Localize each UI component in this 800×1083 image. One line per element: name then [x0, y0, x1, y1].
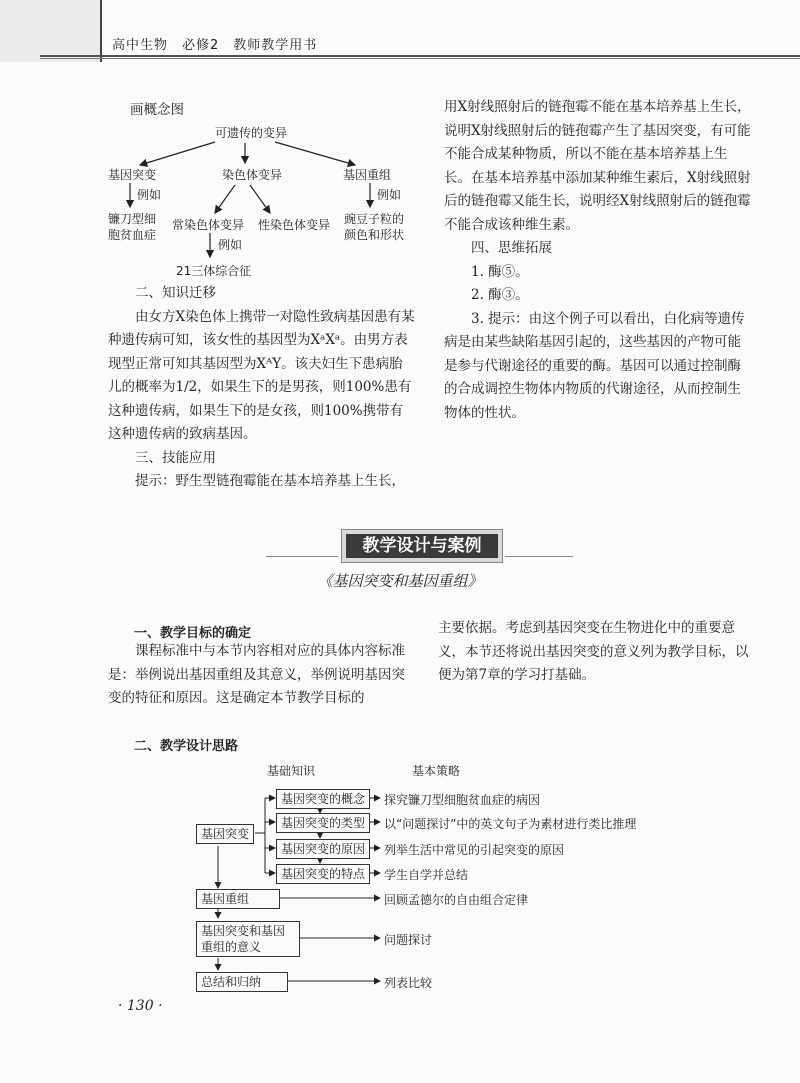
cm-example-1: 例如 — [137, 188, 162, 202]
flow-main-significance — [196, 921, 300, 957]
goal-text-right: 主要依据。考虑到基因突变在生物进化中的重要意义，本节还将说出基因突变的意义列为教学目标，以便为第7章的学习打基础。 — [438, 620, 749, 683]
header-rule-thin — [40, 58, 800, 59]
flow-header-right: 基本策略 — [412, 764, 461, 778]
section3-text: 提示：野生型链孢霉能在基本培养基上生长， — [135, 473, 405, 489]
header-rule — [40, 55, 800, 57]
cm-example-3: 例如 — [377, 188, 402, 202]
cm-trisomy21: 21三体综合征 — [176, 264, 252, 278]
cm-gene-mutation: 基因突变 — [108, 168, 157, 182]
flow-strategy-1: 探究镰刀型细胞贫血症的病因 — [384, 793, 541, 807]
flow-strategy-5: 回顾孟德尔的自由组合定律 — [384, 893, 529, 907]
item-1: 1. 酶⑤。 — [471, 263, 529, 280]
banner-title: 教学设计与案例 — [346, 534, 498, 558]
flow-strategy-3: 列举生活中常见的引起突变的原因 — [384, 843, 565, 857]
flow-sub-concept: 基因突变的概念 — [276, 789, 370, 809]
flow-main-summary: 总结和归纳 — [196, 972, 288, 992]
flow-strategy-2: 以“问题探讨”中的英文句子为素材进行类比推理 — [384, 817, 637, 831]
section2-title: 二、知识迁移 — [135, 285, 216, 301]
section4-title: 四、思维拓展 — [471, 240, 552, 256]
header-tab-block — [0, 0, 102, 62]
flow-sub-cause: 基因突变的原因 — [276, 839, 370, 859]
running-title: 高中生物 必修2 教师教学用书 — [112, 38, 318, 53]
cm-sickle-cell-1: 镰刀型细 — [108, 212, 157, 226]
section2-text: 由女方X染色体上携带一对隐性致病基因患有某种遗传病可知，该女性的基因型为XᵃXᵃ。由男方表现型正常可知其基因型为XᴬY。该夫妇生下患病胎儿的概率为1/2，如果生下的是男孩，则100%患有这种遗传病，如果生下的是女孩，则100%携带有这种遗传病的致病基因。 — [108, 308, 415, 442]
flow-strategy-4: 学生自学并总结 — [384, 868, 469, 882]
left-column-text — [108, 282, 416, 494]
goal-text-right-block — [438, 617, 754, 688]
cm-gene-recombination: 基因重组 — [343, 168, 392, 182]
flow-main-recombination: 基因重组 — [196, 889, 280, 909]
page-number: · 130 · — [118, 998, 163, 1014]
section-banner — [341, 529, 503, 563]
page-header — [0, 0, 800, 62]
cm-pea-2: 颜色和形状 — [344, 228, 405, 242]
banner-rule-right — [505, 556, 573, 557]
flow-main-significance-line1: 基因突变和基因 — [201, 924, 286, 938]
flow-main-gene-mutation: 基因突变 — [196, 824, 254, 844]
cm-sex-chromosome-variation: 性染色体变异 — [258, 218, 331, 232]
flow-header-left: 基础知识 — [267, 764, 316, 778]
goal-text-left: 课程标准中与本节内容相对应的具体内容标准是：举例说出基因重组及其意义，举例说明基因突变的特征和原因。这是确定本节教学目标的 — [108, 643, 405, 706]
item-3: 3. 提示：由这个例子可以看出，白化病等遗传病是由某些缺陷基因引起的，这些基因的产物可能是参与代谢途径的重要的酶。基因可以通过控制酶的合成调控生物体内物质的代谢途径，从而控制生物体的性状。 — [444, 310, 745, 421]
right-para1: 用X射线照射后的链孢霉不能在基本培养基上生长，说明X射线照射后的链孢霉产生了基因突变，有可能不能合成某种物质，所以不能在基本培养基上生长。在基本培养基中添加某种维生素后，X射线照射后的链孢霉又能生长，说明经X射线照射后的链孢霉不能合成该种维生素。 — [444, 99, 751, 233]
cm-pea-1: 豌豆子粒的 — [344, 212, 405, 226]
flow-main-significance-line2: 重组的意义 — [201, 940, 262, 954]
flow-strategy-7: 列表比较 — [384, 976, 433, 990]
case-title: 《基因突变和基因重组》 — [317, 572, 483, 590]
banner-rule-left — [266, 556, 338, 557]
flow-strategy-6: 问题探讨 — [384, 933, 433, 947]
design-title: 二、教学设计思路 — [134, 739, 239, 754]
goal-text-left-block — [108, 640, 416, 711]
cm-autosome-variation: 常染色体变异 — [172, 218, 245, 232]
section3-title: 三、技能应用 — [135, 449, 216, 466]
cm-chromosome-variation: 染色体变异 — [222, 168, 283, 182]
concept-map-title: 画概念图 — [130, 102, 184, 118]
cm-sickle-cell-2: 胞贫血症 — [108, 228, 157, 242]
right-column-text — [444, 96, 754, 425]
cm-example-2: 例如 — [218, 238, 243, 252]
flow-sub-feature: 基因突变的特点 — [276, 864, 370, 884]
cm-root: 可遗传的变异 — [215, 126, 288, 140]
item-2: 2. 酶③。 — [471, 287, 529, 303]
goal-title: 一、教学目标的确定 — [134, 626, 252, 641]
flow-sub-type: 基因突变的类型 — [276, 813, 370, 833]
